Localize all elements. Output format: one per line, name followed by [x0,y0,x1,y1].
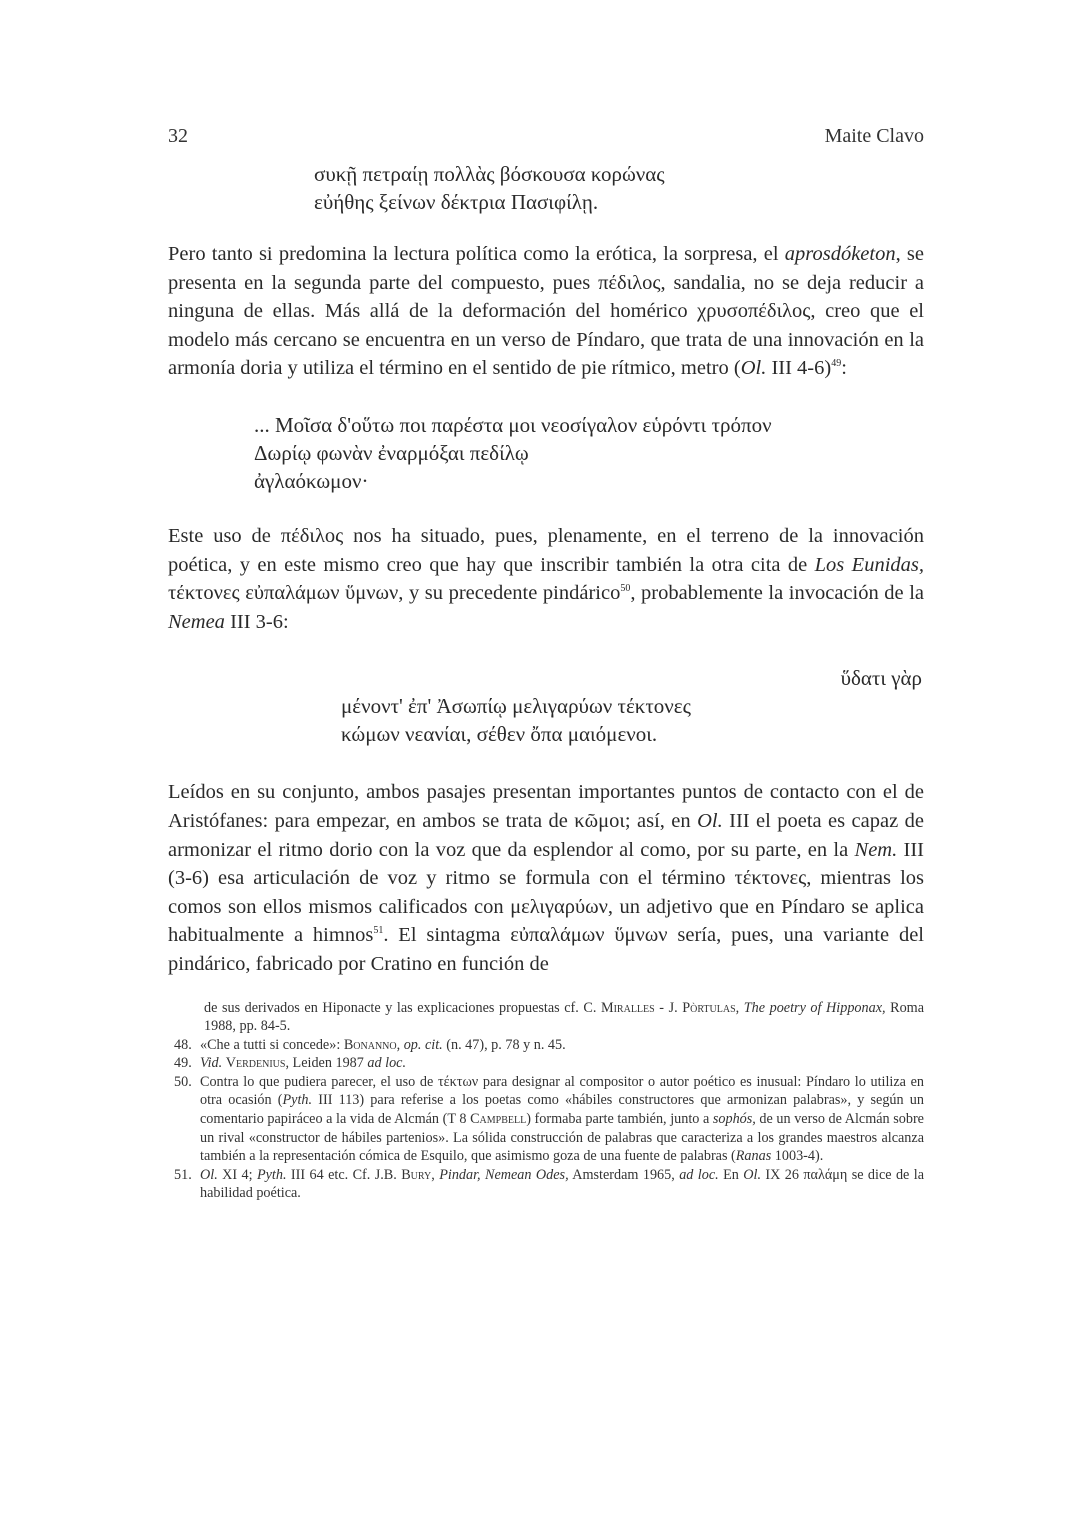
author-name: Campbell [470,1111,527,1128]
footnote-text [200,1054,924,1073]
running-header [168,125,924,148]
verse-line: ὕδατι γὰρ [840,666,922,691]
italic-abbrev: Ol. [740,357,767,380]
text-run: - J. [654,999,683,1016]
italic-abbrev: Ol. [743,1166,761,1183]
text-run: III el poeta es capaz de armonizar el ritmo dorio con la voz que da esplendor al como, por su parte, en la [168,809,924,861]
page [168,125,924,1203]
text-run: III 64 etc. Cf. J.B. [286,1166,402,1183]
italic-title: Ranas [735,1148,772,1165]
text-run: Pero tanto si predomina la lectura política como la erótica, la sorpresa, el [168,243,785,265]
author-name: Bonanno [343,1036,397,1053]
footnote-continuation [204,999,924,1036]
text-run: , [396,1036,404,1053]
text-run: Leídos en su conjunto, ambos pasajes presentan importantes puntos de contacto con el de Aristófanes: para empezar, en ambos se trata de κῶμοι; así, en [168,781,924,832]
author-name: Bury [401,1166,432,1183]
italic-abbrev: Nem. [854,838,898,861]
text-run: : [841,357,847,380]
text-run: 1003-4). [771,1148,824,1165]
italic-term: sophós, [712,1111,756,1128]
italic-term: aprosdóketon [784,243,896,265]
text-run: Este uso de πέδιλος nos ha situado, pues, plenamente, en el terreno de la innovación poética, y en este mismo creo que hay que inscribir también la otra cita de [168,524,924,576]
footnote-text [200,1036,924,1055]
italic-abbrev: Vid. [200,1055,223,1072]
author-name: Pòrtulas [682,999,736,1016]
paragraph-1 [168,240,924,383]
text-run: III 4-6) [766,357,832,380]
text-run: de sus derivados en Hiponacte y las explicaciones propuestas cf. C. [204,999,601,1016]
text-run: , se presenta en la segunda parte del compuesto, pues πέδιλος, sandalia, no se deja reducir a ninguna de ellas. Más allá de la deformación del homérico χρυσοπέδιλος, creo que el modelo más cercano se encuentra en un verso de Píndaro, que trata de una innovación en la armonía doria y utiliza el término en el sentido de pie rítmico, metro ( [168,243,924,380]
footnote-48 [174,1036,924,1055]
text-run: , Leiden 1987 [285,1055,368,1072]
text-run: III 113) para referise a los poetas como «hábiles constructores que armonizan palabras», y según un comentario papiráceo a la vida de Alcmán (T 8 [200,1092,924,1128]
italic-abbrev: Pyth. [282,1092,313,1109]
footnote-number: 48. [174,1036,192,1053]
text-run: , [735,999,744,1016]
text-run: Contra lo que pudiera parecer, el uso de τέκτων para designar al compositor o autor poético es inusual: Píndaro lo utiliza en otra ocasión ( [200,1073,924,1109]
verse-line: κώμων νεανίαι, σέθεν ὄπα μαιόμενοι. [341,722,658,747]
verse-line: εὐήθης ξείνων δέκτρια Πασιφίλῃ. [314,190,599,214]
text-run: , probablemente la invocación de la [630,582,924,605]
text-run: τέκτονες εὐπαλάμων ὕμνων, y su precedente pindárico [168,582,621,605]
running-title: Maite Clavo [824,125,924,147]
verse-quote-1 [314,160,924,216]
text-run: de un verso de Alcmán sobre un rival «constructor de hábiles partenios». La sólida construcción de palabras que caracteriza a los grandes maestros alcanza también a la representación cómica de Esquilo, que asimismo goza de una fuente de palabras ( [200,1111,924,1165]
footnote-49 [174,1054,924,1073]
footnote-51 [174,1166,925,1203]
footnote-number: 50. [174,1073,192,1090]
italic-abbrev: Ol. [200,1166,218,1183]
verse-line: μένοντ' ἐπ' Ἀσωπίῳ μελιγαρύων τέκτονες [341,694,691,719]
text-run: (n. 47), p. 78 y n. 45. [442,1036,566,1053]
paragraph-2 [168,522,924,636]
italic-abbrev: op. cit. [403,1036,443,1053]
page-number: 32 [168,125,188,147]
text-run: En [718,1166,744,1183]
italic-abbrev: Ol. [697,809,723,832]
footnote-ref: 49 [831,358,842,370]
footnote-text [200,1166,924,1203]
text-run: III (3-6) esa articulación de voz y ritmo se formula con el término τέκτονες, mientras los comos son ellos mismos calificados con μελιγαρύων, un adjetivo que en Píndaro se aplica habitualmente a himnos [168,838,924,947]
footnote-text [200,1073,924,1166]
text-run: Amsterdam 1965, [568,1166,680,1183]
footnote-number: 51. [174,1166,192,1183]
footnote-number: 49. [174,1055,192,1072]
italic-title: Los Eunidas, [814,553,925,576]
footnote-ref: 50 [620,583,631,595]
author-name: Miralles [600,999,655,1016]
footnote-50 [174,1073,924,1166]
italic-title: The poetry of Hipponax, [743,999,886,1016]
verse-quote-2 [254,411,924,495]
footnotes [174,999,925,1204]
verse-quote-3 [168,664,924,748]
text-run: Roma 1988, pp. 84-5. [204,999,925,1035]
text-run: «Che a tutti si concede»: [200,1036,344,1053]
text-run: III 3-6: [224,610,289,633]
verse-line: ἀγλαόκωμον· [254,468,369,493]
verse-line: Δωρίῳ φωνὰν ἐναρμόξαι πεδίλῳ [254,440,529,465]
italic-title: Pindar, Nemean Odes, [439,1166,569,1183]
paragraph-3 [168,778,924,978]
text-run: XI 4; [217,1166,257,1183]
text-run: , [431,1166,440,1183]
text-run: IX 26 παλάμη se dice de la habilidad poética. [200,1166,925,1202]
italic-abbrev: Pyth. [256,1166,287,1183]
footnote-ref: 51 [373,925,384,937]
italic-abbrev: ad loc. [679,1166,719,1183]
author-name: Verdenius [225,1055,286,1072]
verse-line: ... Μοῖσα δ'οὕτω ποι παρέστα μοι νεοσίγαλον εὑρόντι τρόπον [254,412,772,437]
text-run: ) formaba parte también, junto a [526,1111,713,1128]
text-run: . El sintagma εὐπαλάμων ὕμνων sería, pues, una variante del pindárico, fabricado por Cratino en función de [168,924,924,975]
italic-title: Nemea [168,610,225,633]
italic-abbrev: ad loc. [367,1055,407,1072]
verse-line: συκῇ πετραίῃ πολλὰς βόσκουσα κορώνας [314,162,665,186]
